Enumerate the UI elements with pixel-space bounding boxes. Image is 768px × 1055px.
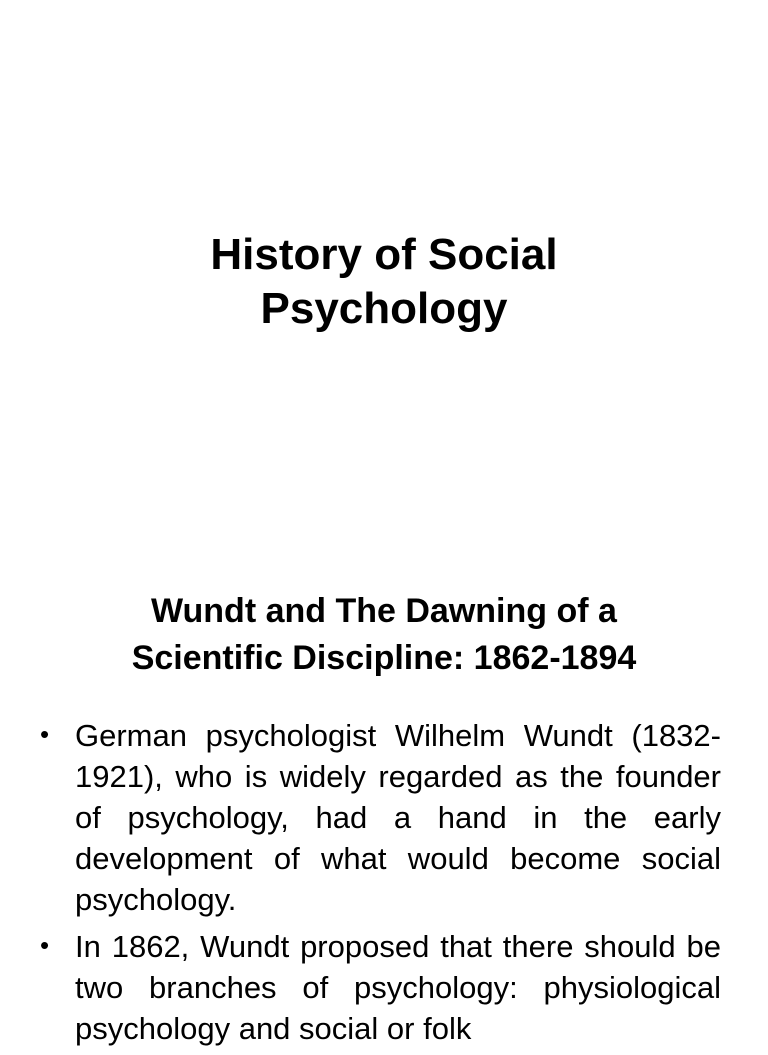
section-heading-line-2: Scientific Discipline: 1862-1894 <box>131 639 637 677</box>
section-heading-line-1: Wundt and The Dawning of a <box>151 592 617 630</box>
section-heading-block <box>0 588 768 682</box>
bullet-item <box>40 715 721 920</box>
bullet-icon: • <box>40 719 50 749</box>
bullet-text: German psychologist Wilhelm Wundt (1832-1921), who is widely regarded as the founder of psychology, had a hand in the early development of what would become social psychology. <box>75 718 721 917</box>
slide-title-block <box>0 228 768 336</box>
slide-title-line-1: History of Social <box>210 230 558 279</box>
bullet-list <box>40 715 721 1055</box>
slide-title-line-2: Psychology <box>260 284 508 333</box>
bullet-text: In 1862, Wundt proposed that there should be two branches of psychology: physiological psychology and social or folk <box>75 929 721 1046</box>
section-heading <box>0 588 768 682</box>
bullet-item <box>40 926 721 1049</box>
slide-title <box>0 228 768 336</box>
bullet-icon: • <box>40 930 50 960</box>
